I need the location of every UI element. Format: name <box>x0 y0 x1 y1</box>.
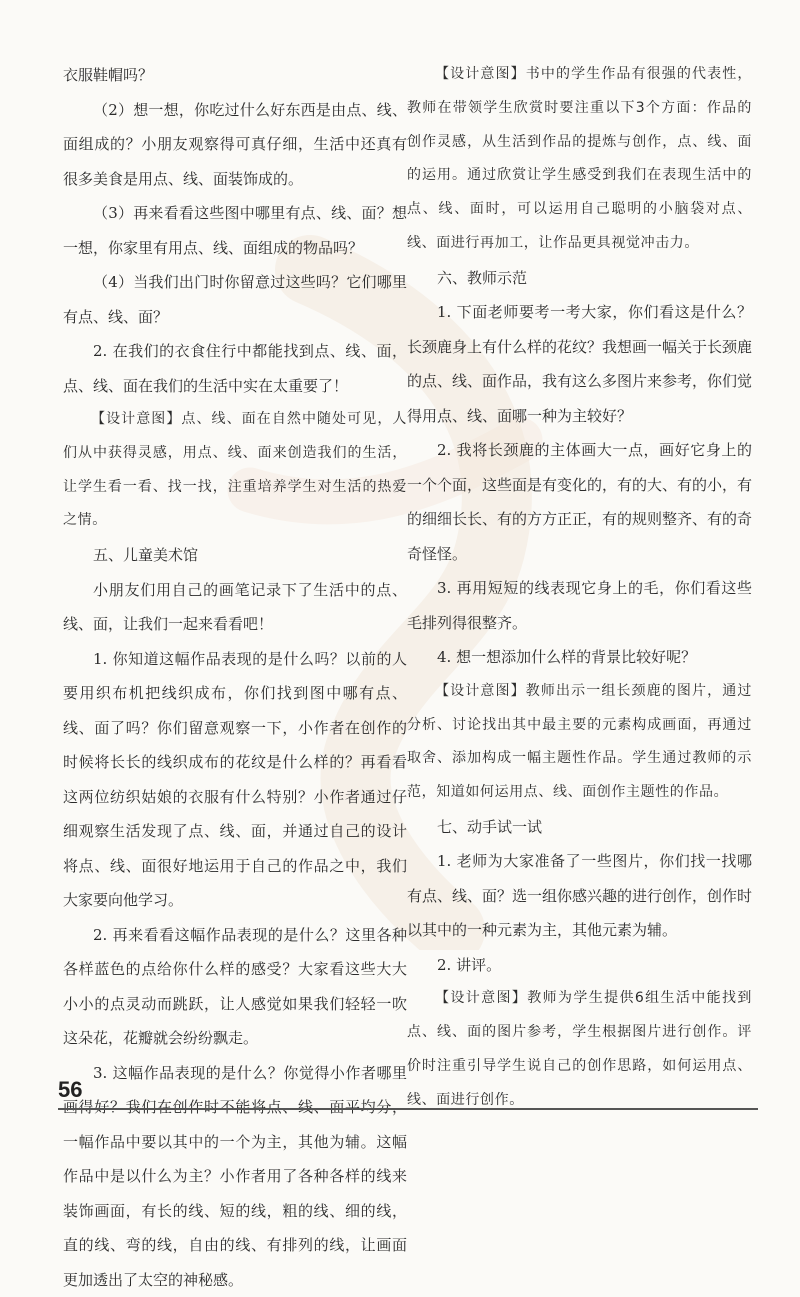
left-column-paragraph: 1. 你知道这幅作品表现的是什么吗？以前的人要用织布机把线织成布，你们找到图中哪有点、线、面了吗？你们留意观察一下，小作者在创作的时候将长长的线织成布的花纹是什么样的？再看看这两位纺织姑娘的衣服有什么特别？小作者通过仔细观察生活发现了点、线、面，并通过自己的设计将点、线、面很好地运用于自己的作品之中，我们大家要向他学习。 <box>63 649 407 910</box>
left-column-paragraph: 五、儿童美术馆 <box>93 546 199 565</box>
right-column-paragraph: 2. 讲评。 <box>437 955 502 974</box>
right-column-paragraph: 1. 老师为大家准备了一些图片，你们找一找哪有点、线、面？选一组你感兴趣的进行创作，创作时以其中的一种元素为主，其他元素为辅。 <box>407 852 753 940</box>
left-column-paragraph: （3）再来看看这些图中哪里有点、线、面？想一想，你家里有用点、线、面组成的物品吗？ <box>63 204 407 257</box>
design-intent-paragraph: 【设计意图】教师为学生提供6组生活中能找到点、线、面的图片参考，学生根据图片进行创作。评价时注重引导学生说自己的创作思路，如何运用点、线、面进行创作。 <box>407 990 752 1108</box>
right-column <box>407 58 752 1118</box>
design-intent-paragraph: 【设计意图】书中的学生作品有很强的代表性，教师在带领学生欣赏时要注重以下3个方面：作品的创作灵感，从生活到作品的提炼与创作，点、线、面的运用。通过欣赏让学生感受到我们在表现生活中的点、线、面时，可以运用自己聪明的小脑袋对点、线、面进行再加工，让作品更具视觉冲击力。 <box>407 66 752 251</box>
right-column-paragraph: 1. 下面老师要考一考大家，你们看这是什么？长颈鹿身上有什么样的花纹？我想画一幅关于长颈鹿的点、线、面作品，我有这么多图片来参考，你们觉得用点、线、面哪一种为主较好？ <box>407 303 753 425</box>
left-column-paragraph: 小朋友们用自己的画笔记录下了生活中的点、线、面，让我们一起来看看吧！ <box>63 580 407 634</box>
footer-rule <box>58 1108 758 1110</box>
right-column-paragraph: 3. 再用短短的线表现它身上的毛，你们看这些毛排列得很整齐。 <box>407 579 752 632</box>
page-number: 56 <box>58 1077 83 1102</box>
right-column-paragraph: 2. 我将长颈鹿的主体画大一点，画好它身上的一个个面，这些面是有变化的，有的大、有的小，有的细细长长、有的方方正正，有的规则整齐、有的奇奇怪怪。 <box>407 441 753 563</box>
left-column-paragraph: （2）想一想，你吃过什么好东西是由点、线、面组成的？小朋友观察得可真仔细，生活中还真有很多美食是用点、线、面装饰成的。 <box>63 100 407 188</box>
right-column-paragraph: 4. 想一想添加什么样的背景比较好呢？ <box>437 648 697 667</box>
right-column-paragraph: 七、动手试一试 <box>437 817 543 836</box>
design-intent-paragraph: 【设计意图】点、线、面在自然中随处可见，人们从中获得灵感，用点、线、面来创造我们的生活，让学生看一看、找一找，注重培养学生对生活的热爱之情。 <box>63 411 407 529</box>
left-column-paragraph: 3. 这幅作品表现的是什么？你觉得小作者哪里 一幅作品中要以其中的一个为主，其他为辅。这幅作品中是以什么为主？小作者用了各种各样的线来装饰画面，有长的线、短的线，粗的线、细的线，直的线、弯的线，自由的线、有排列的线，让画面更加透出了太空的神秘感。 <box>63 1063 407 1289</box>
design-intent-paragraph: 【设计意图】教师出示一组长颈鹿的图片，通过分析、讨论找出其中最主要的元素构成画面，再通过取舍、添加构成一幅主题性作品。学生通过教师的示范，知道如何运用点、线、面创作主题性的作品。 <box>407 682 752 801</box>
right-column-paragraph: 六、教师示范 <box>437 268 528 287</box>
left-column-paragraph: 2. 在我们的衣食住行中都能找到点、线、面，点、线、面在我们的生活中实在太重要了！ <box>63 342 407 395</box>
left-column <box>63 58 407 1297</box>
left-column-paragraph: （4）当我们出门时你留意过这些吗？它们哪里有点、线、面？ <box>63 273 407 326</box>
left-column-paragraph: 2. 再来看看这幅作品表现的是什么？这里各种各样蓝色的点给你什么样的感受？大家看这些大大小小的点灵动而跳跃，让人感觉如果我们轻轻一吹这朵花，花瓣就会纷纷飘走。 <box>63 925 407 1048</box>
left-column-paragraph: 衣服鞋帽吗？ <box>63 66 154 84</box>
